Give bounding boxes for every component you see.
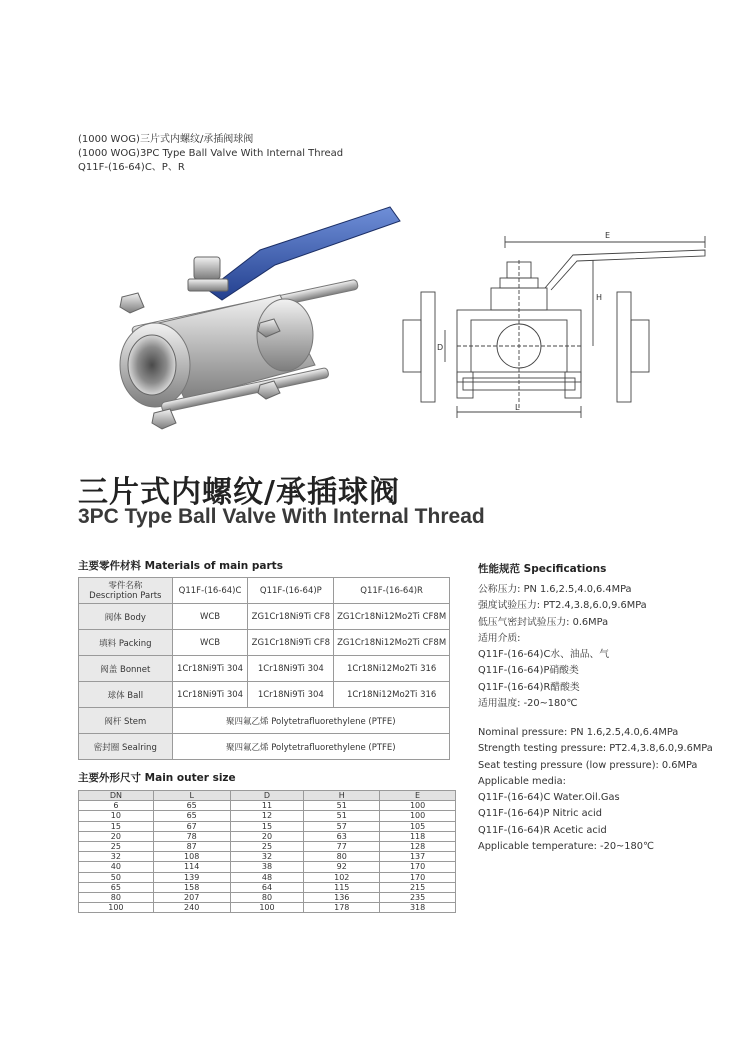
table-cell: 65 — [153, 801, 230, 811]
table-cell: 215 — [380, 882, 456, 892]
table-row — [79, 852, 456, 862]
part-name: 阀体 Body — [79, 604, 173, 630]
material-all: 聚四氟乙烯 Polytetrafluorethylene (PTFE) — [172, 708, 449, 734]
material-all: 聚四氟乙烯 Polytetrafluorethylene (PTFE) — [172, 734, 449, 760]
dim-label-d: D — [437, 343, 444, 352]
material-p: 1Cr18Ni9Ti 304 — [248, 682, 334, 708]
part-name: 阀杆 Stem — [79, 708, 173, 734]
materials-header-row — [79, 578, 450, 604]
material-c: WCB — [172, 604, 248, 630]
spec-line-en: Applicable media: — [478, 775, 566, 787]
table-cell: 240 — [153, 903, 230, 913]
table-cell: 32 — [230, 852, 304, 862]
spec-line-en: Q11F-(16-64)P Nitric acid — [478, 808, 602, 820]
table-cell: 11 — [230, 801, 304, 811]
table-cell: 57 — [304, 821, 380, 831]
table-cell: 137 — [380, 852, 456, 862]
table-cell: 64 — [230, 882, 304, 892]
materials-header-en: Description Parts — [89, 590, 162, 601]
table-row — [79, 604, 450, 630]
table-cell: 118 — [380, 831, 456, 841]
table-cell: 25 — [230, 841, 304, 851]
table-cell: 100 — [79, 903, 154, 913]
table-cell: 25 — [79, 841, 154, 851]
table-cell: 178 — [304, 903, 380, 913]
table-cell: 65 — [153, 811, 230, 821]
material-p: 1Cr18Ni9Ti 304 — [248, 656, 334, 682]
table-cell: 77 — [304, 841, 380, 851]
table-cell: 65 — [79, 882, 154, 892]
table-cell: 80 — [230, 892, 304, 902]
spec-line-cn: Q11F-(16-64)R醋酸类 — [478, 681, 580, 693]
specifications-heading: 性能规范 Specifications — [478, 563, 607, 575]
table-cell: 38 — [230, 862, 304, 872]
table-cell: 318 — [380, 903, 456, 913]
title-english: 3PC Type Ball Valve With Internal Thread — [78, 505, 485, 528]
table-cell: 80 — [79, 892, 154, 902]
table-cell: 105 — [380, 821, 456, 831]
dimensions-table — [78, 790, 456, 913]
table-cell: 40 — [79, 862, 154, 872]
table-cell: 170 — [380, 862, 456, 872]
table-cell: 78 — [153, 831, 230, 841]
specifications-en — [478, 725, 713, 855]
part-name: 球体 Ball — [79, 682, 173, 708]
table-cell: 128 — [380, 841, 456, 851]
header-line-2: (1000 WOG)3PC Type Ball Valve With Internal Thread — [78, 148, 344, 159]
column-header: DN — [79, 791, 154, 801]
table-cell: 67 — [153, 821, 230, 831]
table-cell: 63 — [304, 831, 380, 841]
table-row — [79, 882, 456, 892]
table-row — [79, 831, 456, 841]
material-p: ZG1Cr18Ni9Ti CF8 — [248, 604, 334, 630]
materials-header-parts — [79, 578, 173, 604]
spec-line-cn: 适用温度: -20~180℃ — [478, 698, 578, 710]
table-cell: 50 — [79, 872, 154, 882]
material-r: 1Cr18Ni12Mo2Ti 316 — [334, 656, 450, 682]
material-c: WCB — [172, 630, 248, 656]
spec-line-cn: 公称压力: PN 1.6,2.5,4.0,6.4MPa — [478, 584, 632, 595]
table-row — [79, 892, 456, 902]
column-header: H — [304, 791, 380, 801]
material-r: 1Cr18Ni12Mo2Ti 316 — [334, 682, 450, 708]
part-name: 填料 Packing — [79, 630, 173, 656]
specifications-cn — [478, 582, 647, 712]
table-cell: 80 — [304, 852, 380, 862]
materials-header-col-r: Q11F-(16-64)R — [334, 578, 450, 604]
table-row — [79, 801, 456, 811]
table-cell: 20 — [230, 831, 304, 841]
table-row — [79, 872, 456, 882]
table-cell: 136 — [304, 892, 380, 902]
material-c: 1Cr18Ni9Ti 304 — [172, 682, 248, 708]
table-cell: 15 — [230, 821, 304, 831]
material-c: 1Cr18Ni9Ti 304 — [172, 656, 248, 682]
table-cell: 12 — [230, 811, 304, 821]
table-row — [79, 630, 450, 656]
table-cell: 100 — [380, 801, 456, 811]
header-line-3: Q11F-(16-64)C、P、R — [78, 162, 185, 173]
spec-line-cn: Q11F-(16-64)P硝酸类 — [478, 665, 579, 677]
spec-line-en: Applicable temperature: -20~180℃ — [478, 841, 654, 853]
table-cell: 87 — [153, 841, 230, 851]
column-header: E — [380, 791, 456, 801]
table-row — [79, 811, 456, 821]
table-cell: 20 — [79, 831, 154, 841]
dimensions-header-row — [79, 791, 456, 801]
spec-line-en: Strength testing pressure: PT2.4,3.8,6.0,9.6MPa — [478, 743, 713, 755]
spec-line-en: Nominal pressure: PN 1.6,2.5,4.0,6.4MPa — [478, 727, 679, 738]
table-row — [79, 682, 450, 708]
table-cell: 114 — [153, 862, 230, 872]
table-cell: 48 — [230, 872, 304, 882]
dim-label-e: E — [605, 231, 611, 240]
table-cell: 15 — [79, 821, 154, 831]
table-cell: 115 — [304, 882, 380, 892]
table-cell: 158 — [153, 882, 230, 892]
table-cell: 100 — [230, 903, 304, 913]
material-p: ZG1Cr18Ni9Ti CF8 — [248, 630, 334, 656]
table-row — [79, 903, 456, 913]
table-cell: 32 — [79, 852, 154, 862]
table-cell: 170 — [380, 872, 456, 882]
table-row — [79, 841, 456, 851]
material-r: ZG1Cr18Ni12Mo2Ti CF8M — [334, 604, 450, 630]
material-r: ZG1Cr18Ni12Mo2Ti CF8M — [334, 630, 450, 656]
spec-line-en: Q11F-(16-64)C Water.Oil.Gas — [478, 792, 620, 804]
part-name: 阀盖 Bonnet — [79, 656, 173, 682]
table-row — [79, 734, 450, 760]
table-cell: 139 — [153, 872, 230, 882]
table-cell: 6 — [79, 801, 154, 811]
column-header: L — [153, 791, 230, 801]
ball-valve-photo — [110, 195, 410, 445]
materials-header-col-p: Q11F-(16-64)P — [248, 578, 334, 604]
table-cell: 51 — [304, 811, 380, 821]
materials-heading: 主要零件材料 Materials of main parts — [78, 560, 283, 572]
materials-header-col-c: Q11F-(16-64)C — [172, 578, 248, 604]
spec-line-cn: 强度试验压力: PT2.4,3.8,6.0,9.6MPa — [478, 600, 647, 612]
table-cell: 207 — [153, 892, 230, 902]
materials-table — [78, 577, 450, 760]
spec-line-cn: 适用介质: — [478, 632, 521, 644]
dim-label-l: L — [515, 403, 520, 412]
title-chinese: 三片式内螺纹/承插球阀 — [78, 475, 400, 510]
header-line-1: (1000 WOG)三片式内螺纹/承插阀球阀 — [78, 134, 254, 145]
spec-line-cn: 低压气密封试验压力: 0.6MPa — [478, 616, 609, 628]
part-name: 密封圈 Sealring — [79, 734, 173, 760]
dim-label-h: H — [596, 293, 603, 302]
column-header: D — [230, 791, 304, 801]
dimensions-heading: 主要外形尺寸 Main outer size — [78, 772, 236, 784]
table-row — [79, 821, 456, 831]
table-cell: 102 — [304, 872, 380, 882]
table-cell: 235 — [380, 892, 456, 902]
table-cell: 100 — [380, 811, 456, 821]
spec-line-en: Seat testing pressure (low pressure): 0.6MPa — [478, 759, 698, 771]
spec-line-cn: Q11F-(16-64)C水、油品、气 — [478, 649, 610, 661]
table-cell: 92 — [304, 862, 380, 872]
table-cell: 10 — [79, 811, 154, 821]
table-cell: 51 — [304, 801, 380, 811]
table-row — [79, 862, 456, 872]
table-cell: 108 — [153, 852, 230, 862]
materials-header-cn: 零件名称 — [108, 580, 143, 591]
table-row — [79, 656, 450, 682]
spec-line-en: Q11F-(16-64)R Acetic acid — [478, 824, 607, 836]
table-row — [79, 708, 450, 734]
technical-drawing — [395, 220, 715, 420]
